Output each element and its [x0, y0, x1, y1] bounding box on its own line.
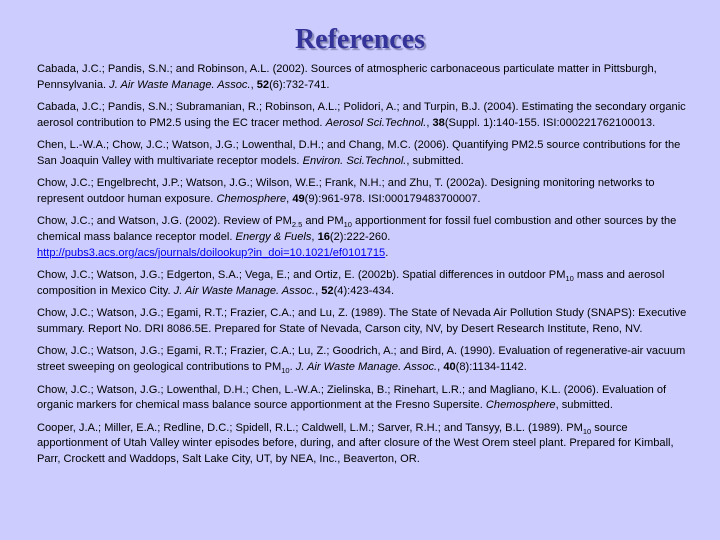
reference-journal: J. Air Waste Manage. Assoc.	[295, 361, 438, 374]
reference-list	[37, 62, 687, 475]
reference-volume: 38	[432, 116, 445, 129]
reference-journal: Aerosol Sci.Technol.	[325, 116, 427, 129]
reference-item: Chow, J.C.; Watson, J.G.; Egami, R.T.; Frazier, C.A.; Lu, Z.; Goodrich, A.; and Bird, A. (1990). Evaluation of regenerative-air vacuum street sweeping on geological contributions to $PM_{10}$. J. Air Waste Manage. Assoc., 40(8):1134-1142.	[37, 345, 686, 376]
reference-text: Chow, J.C.; Engelbrecht, J.P.; Watson, J.G.; Wilson, W.E.; Frank, N.H.; and Zhu, T. (2002a). Designing monitoring networks to represent outdoor human exposure.	[37, 177, 655, 206]
reference-text: Chow, J.C.; Watson, J.G.; Lowenthal, D.H.; Chen, L.-W.A.; Zielinska, B.; Rinehart, L.R.; and Magliano, K.L. (2006). Evaluation of organic markers for chemical mass balance source apportionment at the Fresno Supersite.	[37, 383, 667, 412]
reference-journal: Environ. Sci.Technol.	[302, 154, 407, 167]
reference-pages: (4):423-434.	[333, 285, 395, 298]
reference-item: Cooper, J.A.; Miller, E.A.; Redline, D.C.; Spidell, R.L.; Caldwell, L.M.; Sarver, R.H.; and Tansyy, B.L. (1989). $PM_{10}$ source apportionment of Utah Valley winter episodes before, during, and after closure of the West Orem steel plant. Prepared for Kimball, Parr, Crockett and Waddops, Salt Lake City, UT, by NEA, Inc., Beaverton, OR.	[37, 421, 674, 466]
reference-journal: Chemosphere	[485, 399, 556, 412]
reference-pages: (6):732-741.	[269, 78, 330, 91]
slide-title: References	[294, 24, 426, 55]
reference-pages: (2):222-260.	[329, 231, 391, 244]
reference-journal: Chemosphere	[216, 193, 287, 206]
reference-item: Cabada, J.C.; Pandis, S.N.; Subramanian, R.; Robinson, A.L.; Polidori, A.; and Turpin, B.J. (2004). Estimating the secondary organic aerosol contribution to PM2.5 using the EC tracer method. Aerosol Sci.Technol., 38(Suppl. 1):140-155. ISI:000221762100013.	[37, 101, 686, 129]
reference-item: Chow, J.C.; Watson, J.G.; Edgerton, S.A.; Vega, E.; and Ortiz, E. (2002b). Spatial differences in outdoor $PM_{10}$ mass and aerosol composition in Mexico City. J. Air Waste Manage. Assoc., 52(4):423-434.	[37, 269, 665, 298]
subscript: 10	[582, 426, 592, 436]
reference-journal: J. Air Waste Manage. Assoc.	[173, 285, 316, 298]
reference-volume: 40	[443, 361, 456, 374]
reference-text: Cabada, J.C.; Pandis, S.N.; and Robinson, A.L. (2002). Sources of atmospheric carbonaceous particulate matter in Pittsburgh, Pennsylvania.	[37, 63, 657, 91]
reference-link[interactable]: http://pubs3.acs.org/acs/journals/doilookup?in_doi=10.1021/ef0101715	[37, 246, 386, 259]
subscript: 10	[281, 366, 290, 376]
reference-text: Chow, J.C.; Watson, J.G.; Edgerton, S.A.; Vega, E.; and Ortiz, E. (2002b). Spatial differences in outdoor PM	[37, 269, 566, 282]
reference-volume: 52	[321, 285, 334, 298]
reference-item: Cabada, J.C.; Pandis, S.N.; and Robinson, A.L. (2002). Sources of atmospheric carbonaceous particulate matter in Pittsburgh, Pennsylvania. J. Air Waste Manage. Assoc., 52(6):732-741.	[37, 63, 657, 91]
reference-journal: J. Air Waste Manage. Assoc.	[109, 78, 251, 91]
reference-text: Chow, J.C.; Watson, J.G.; Egami, R.T.; Frazier, C.A.; and Lu, Z. (1989). The State of Nevada Air Pollution Study (SNAPS): Executive summary. Report No. DRI 8086.5E. Prepared for State of Nevada, Carson city, NV, by Desert Research Institute, Reno, NV.	[37, 307, 687, 336]
reference-item: Chow, J.C.; Watson, J.G.; Lowenthal, D.H.; Chen, L.-W.A.; Zielinska, B.; Rinehart, L.R.; and Magliano, K.L. (2006). Evaluation of organic markers for chemical mass balance source apportionment at the Fresno Supersite. Chemosphere, submitted.	[37, 383, 667, 412]
reference-volume: 49	[292, 193, 305, 206]
reference-text: Cabada, J.C.; Pandis, S.N.; Subramanian, R.; Robinson, A.L.; Polidori, A.; and Turpin, B.J. (2004). Estimating the secondary organic aerosol contribution to PM2.5 using the EC tracer method.	[37, 101, 686, 129]
reference-item	[37, 306, 687, 338]
reference-volume: 52	[256, 78, 270, 91]
reference-pages: (9):961-978. ISI:000179483700007.	[304, 193, 481, 206]
reference-pages: (Suppl. 1):140-155. ISI:000221762100013.	[444, 116, 656, 129]
reference-item: Chen, L.-W.A.; Chow, J.C.; Watson, J.G.; Lowenthal, D.H.; and Chang, M.C. (2006). Quantifying PM2.5 source contributions for the San Joaquin Valley with multivariate receptor models. Environ. Sci.Technol., submitted.	[37, 139, 681, 167]
subscript: 2.5	[291, 220, 303, 230]
subscript: 10	[565, 274, 574, 284]
reference-pages: (8):1134-1142.	[455, 361, 527, 374]
reference-text: Chow, J.C.; Watson, J.G.; Egami, R.T.; Frazier, C.A.; Lu, Z.; Goodrich, A.; and Bird, A. (1990). Evaluation of regenerative-air vacuum street sweeping on geological contributions to PM	[37, 345, 686, 374]
reference-text: Chen, L.-W.A.; Chow, J.C.; Watson, J.G.; Lowenthal, D.H.; and Chang, M.C. (2006). Quantifying PM2.5 source contributions for the San Joaquin Valley with multivariate receptor models.	[37, 139, 681, 167]
subscript: 10	[343, 220, 352, 230]
reference-text: Chow, J.C.; and Watson, J.G. (2002). Review of PM	[37, 215, 292, 228]
reference-item: Chow, J.C.; and Watson, J.G. (2002). Review of $PM_{2.5}$ and $PM_{10}$ apportionment for fossil fuel combustion and other sources by the chemical mass balance receptor model. Energy & Fuels, 16(2):222-260. http://pubs3.acs.org/acs/journals/doilookup?in_doi=10.1021/ef0101715.	[37, 215, 677, 259]
reference-text: Cooper, J.A.; Miller, E.A.; Redline, D.C.; Spidell, R.L.; Caldwell, L.M.; Sarver, R.H.; and Tansyy, B.L. (1989). PM	[37, 421, 583, 434]
reference-journal: Energy & Fuels	[235, 231, 312, 244]
reference-volume: 16	[317, 231, 330, 244]
reference-item: Chow, J.C.; Engelbrecht, J.P.; Watson, J.G.; Wilson, W.E.; Frank, N.H.; and Zhu, T. (2002a). Designing monitoring networks to represent outdoor human exposure. Chemosphere, 49(9):961-978. ISI:000179483700007.	[37, 177, 655, 206]
